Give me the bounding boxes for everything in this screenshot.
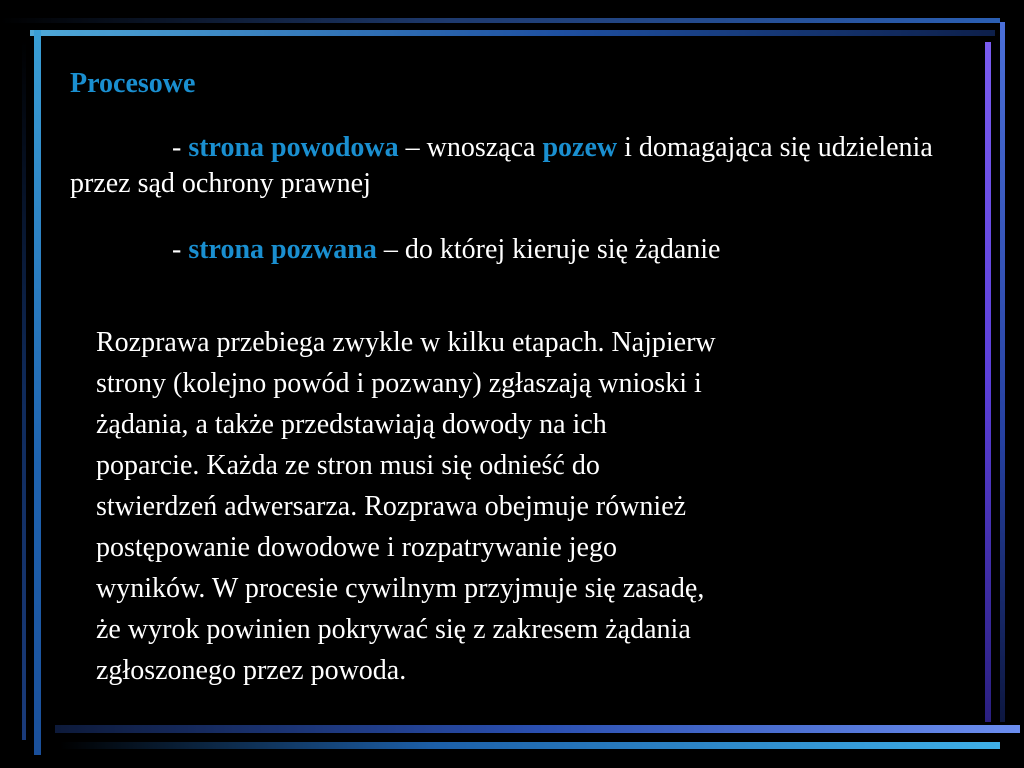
paragraph-line: strony (kolejno powód i pozwany) zgłaszają wnioski i bbox=[96, 368, 702, 399]
paragraph-line: poparcie. Każda ze stron musi się odnieść do bbox=[96, 450, 600, 481]
section-heading: Procesowe bbox=[70, 68, 196, 99]
frame-bar-right-outer bbox=[1000, 22, 1005, 722]
entry-text: i domagająca się udzielenia przez sąd ochrony prawnej bbox=[70, 132, 933, 199]
paragraph-line: zgłoszonego przez powoda. bbox=[96, 655, 407, 686]
entry-dash: - bbox=[172, 234, 189, 265]
entry-text: – wnosząca bbox=[398, 132, 543, 163]
term-strona-pozwana: strona pozwana bbox=[188, 234, 377, 265]
description-paragraph bbox=[96, 322, 946, 691]
frame-bar-left-inner bbox=[34, 30, 41, 755]
term-strona-powodowa: strona powodowa bbox=[188, 132, 399, 163]
frame-bar-top-inner bbox=[30, 30, 995, 36]
entry-text: – do której kieruje się żądanie bbox=[376, 234, 721, 265]
frame-bar-left-outer bbox=[22, 40, 26, 740]
frame-bar-bottom-lower bbox=[60, 742, 1000, 749]
entry-dash: - bbox=[172, 132, 189, 163]
paragraph-line: że wyrok powinien pokrywać się z zakresem żądania bbox=[96, 614, 691, 645]
paragraph-line: postępowanie dowodowe i rozpatrywanie jego bbox=[96, 532, 617, 563]
paragraph-line: Rozprawa przebiega zwykle w kilku etapach. Najpierw bbox=[96, 327, 716, 358]
paragraph-line: wyników. W procesie cywilnym przyjmuje się zasadę, bbox=[96, 573, 705, 604]
frame-bar-bottom-upper bbox=[55, 725, 1020, 733]
entry-strona-powodowa bbox=[70, 130, 975, 202]
entry-strona-pozwana bbox=[70, 232, 975, 268]
paragraph-line: żądania, a także przedstawiają dowody na ich bbox=[96, 409, 607, 440]
frame-bar-right-inner bbox=[985, 42, 991, 722]
term-pozew: pozew bbox=[542, 132, 618, 163]
frame-bar-top-outer bbox=[0, 18, 1000, 23]
paragraph-line: stwierdzeń adwersarza. Rozprawa obejmuje również bbox=[96, 491, 687, 522]
